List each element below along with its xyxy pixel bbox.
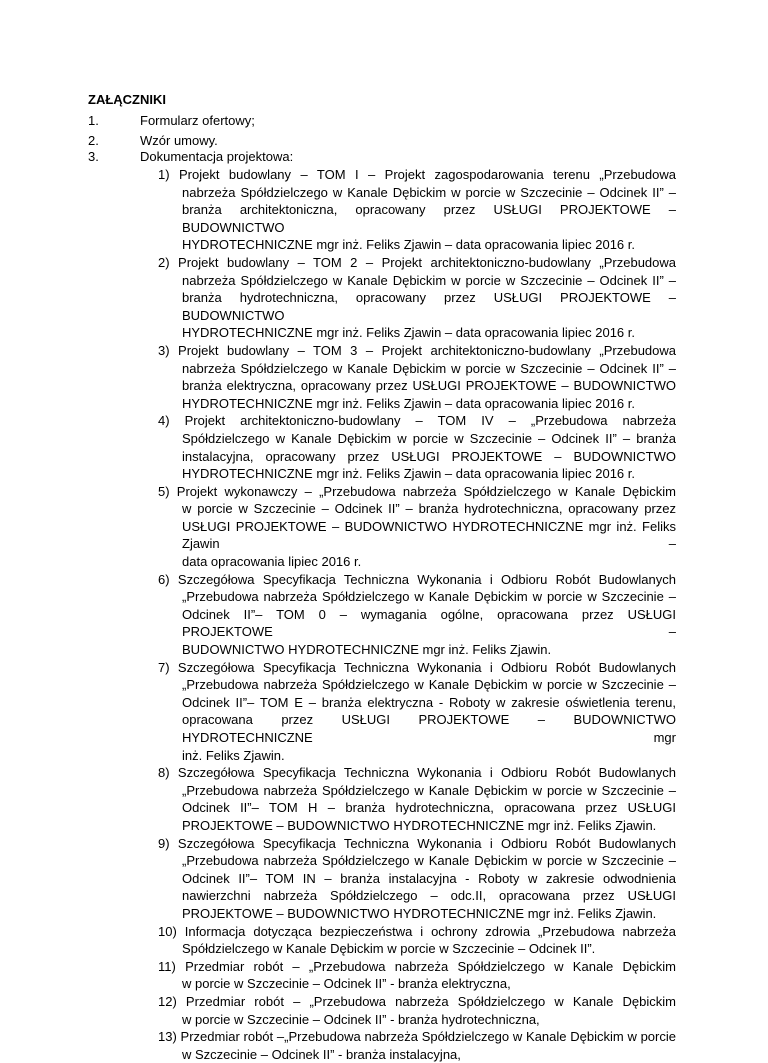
attachment-text: Formularz ofertowy;: [140, 113, 255, 128]
documentation-item-line: 11) Przedmiar robót – „Przebudowa nabrzeża Spółdzielczego w Kanale Dębickim: [158, 958, 676, 974]
attachment-text: Wzór umowy.: [140, 133, 218, 148]
documentation-item: [158, 412, 676, 482]
documentation-item-line: Odcinek II”– TOM IN – branża instalacyjna - Roboty w zakresie odwodnienia: [182, 870, 676, 886]
documentation-item-line: 8) Szczegółowa Specyfikacja Techniczna Wykonania i Odbioru Robót Budowlanych: [158, 765, 676, 781]
documentation-item: [158, 483, 676, 571]
documentation-item: [158, 923, 676, 958]
documentation-item-line: w porcie w Szczecinie – Odcinek II” – branża hydrotechniczna, opracowany przez: [182, 501, 676, 517]
documentation-item-line: „Przebudowa nabrzeża Spółdzielczego w Kanale Dębickim w porcie w Szczecinie –: [182, 853, 676, 869]
documentation-item-line: 13) Przedmiar robót –„Przebudowa nabrzeża Spółdzielczego w Kanale Dębickim w porcie: [158, 1029, 676, 1045]
documentation-item-line: 2) Projekt budowlany – TOM 2 – Projekt architektoniczno-budowlany „Przebudowa: [158, 254, 676, 270]
documentation-item: [158, 342, 676, 412]
documentation-item: [158, 764, 676, 834]
documentation-item: [158, 571, 676, 659]
documentation-item: [158, 254, 676, 342]
documentation-item-line: 9) Szczegółowa Specyfikacja Techniczna Wykonania i Odbioru Robót Budowlanych: [158, 835, 676, 851]
documentation-item-line: „Przebudowa nabrzeża Spółdzielczego w Kanale Dębickim w porcie w Szczecinie –: [182, 677, 676, 693]
documentation-item-line: Odcinek II”– TOM E – branża elektryczna - Roboty w zakresie oświetlenia terenu,: [182, 694, 676, 710]
documentation-item-line: nabrzeża Spółdzielczego w Kanale Dębickim w porcie w Szczecinie – Odcinek II” –: [182, 272, 676, 288]
documentation-item-line: 1) Projekt budowlany – TOM I – Projekt zagospodarowania terenu „Przebudowa: [158, 167, 676, 182]
documentation-item-line: data opracowania lipiec 2016 r.: [182, 554, 362, 570]
documentation-item-line: HYDROTECHNICZNE mgr inż. Feliks Zjawin – data opracowania lipiec 2016 r.: [182, 325, 635, 341]
documentation-item-line: w porcie w Szczecinie – Odcinek II” - branża elektryczna,: [182, 976, 511, 992]
documentation-item-line: BUDOWNICTWO HYDROTECHNICZNE mgr inż. Feliks Zjawin.: [182, 642, 552, 658]
documentation-item: [158, 993, 676, 1028]
documentation-item-line: 5) Projekt wykonawczy – „Przebudowa nabrzeża Spółdzielczego w Kanale Dębickim: [158, 483, 676, 499]
documentation-item-line: branża elektryczna, opracowany przez USŁUGI PROJEKTOWE – BUDOWNICTWO: [182, 378, 676, 394]
documentation-item: [158, 1028, 676, 1063]
documentation-item-line: w Szczecinie – Odcinek II” - branża instalacyjna,: [182, 1046, 461, 1062]
documentation-item-line: 10) Informacja dotycząca bezpieczeństwa i ochrony zdrowia „Przebudowa nabrzeża: [158, 923, 676, 939]
attachments-heading: ZAŁĄCZNIKI: [88, 92, 166, 107]
documentation-item-line: HYDROTECHNICZNE mgr inż. Feliks Zjawin – data opracowania lipiec 2016 r.: [182, 395, 635, 411]
documentation-item-line: Odcinek II”– TOM 0 – wymagania ogólne, opracowana przez USŁUGI PROJEKTOWE –: [182, 606, 676, 640]
attachment-number: 1.: [88, 113, 99, 128]
documentation-item-line: 12) Przedmiar robót – „Przebudowa nabrzeża Spółdzielczego w Kanale Dębickim: [158, 993, 676, 1009]
documentation-item-line: HYDROTECHNICZNE mgr inż. Feliks Zjawin – data opracowania lipiec 2016 r.: [182, 466, 635, 482]
documentation-item: [158, 835, 676, 923]
documentation-item-line: w porcie w Szczecinie – Odcinek II” - branża hydrotechniczna,: [182, 1011, 540, 1027]
documentation-item-line: Spółdzielczego w Kanale Dębickim w porcie w Szczecinie – Odcinek II”.: [182, 941, 596, 957]
documentation-item-line: USŁUGI PROJEKTOWE – BUDOWNICTWO HYDROTECHNICZNE mgr inż. Feliks Zjawin –: [182, 518, 676, 552]
project-documentation-list: [158, 166, 676, 1063]
documentation-item-line: HYDROTECHNICZNE mgr inż. Feliks Zjawin – data opracowania lipiec 2016 r.: [182, 237, 635, 253]
documentation-item-line: inż. Feliks Zjawin.: [182, 747, 285, 763]
documentation-item: [158, 166, 676, 254]
documentation-item-line: 4) Projekt architektoniczno-budowlany – TOM IV – „Przebudowa nabrzeża: [158, 413, 676, 429]
documentation-item-line: Odcinek II”– TOM H – branża hydrotechniczna, opracowana przez USŁUGI: [182, 800, 676, 816]
attachment-number: 3.: [88, 149, 99, 164]
documentation-item-line: nawierzchni nabrzeża Spółdzielczego – odc.II, opracowana przez USŁUGI: [182, 888, 676, 904]
documentation-item-line: nabrzeża Spółdzielczego w Kanale Dębickim w porcie w Szczecinie – Odcinek II” –: [182, 184, 676, 200]
documentation-item-line: 6) Szczegółowa Specyfikacja Techniczna Wykonania i Odbioru Robót Budowlanych: [158, 571, 676, 587]
attachment-number: 2.: [88, 133, 99, 148]
documentation-item: [158, 958, 676, 993]
documentation-item-line: branża hydrotechniczna, opracowany przez USŁUGI PROJEKTOWE – BUDOWNICTWO: [182, 290, 676, 323]
documentation-item-line: „Przebudowa nabrzeża Spółdzielczego w Kanale Dębickim w porcie w Szczecinie –: [182, 589, 676, 605]
documentation-item-line: instalacyjna, opracowany przez USŁUGI PROJEKTOWE – BUDOWNICTWO: [182, 448, 676, 464]
documentation-item: [158, 659, 676, 765]
documentation-item-line: opracowana przez USŁUGI PROJEKTOWE – BUDOWNICTWO HYDROTECHNICZNE mgr: [182, 712, 676, 745]
documentation-item-line: Spółdzielczego w Kanale Dębickim w porcie w Szczecinie – Odcinek II” – branża: [182, 430, 676, 446]
documentation-item-line: PROJEKTOWE – BUDOWNICTWO HYDROTECHNICZNE mgr inż. Feliks Zjawin.: [182, 817, 657, 833]
documentation-item-line: PROJEKTOWE – BUDOWNICTWO HYDROTECHNICZNE mgr inż. Feliks Zjawin.: [182, 905, 657, 921]
documentation-item-line: 3) Projekt budowlany – TOM 3 – Projekt architektoniczno-budowlany „Przebudowa: [158, 342, 676, 358]
documentation-item-line: „Przebudowa nabrzeża Spółdzielczego w Kanale Dębickim w porcie w Szczecinie –: [182, 782, 676, 798]
attachment-text: Dokumentacja projektowa:: [140, 149, 294, 164]
documentation-item-line: 7) Szczegółowa Specyfikacja Techniczna Wykonania i Odbioru Robót Budowlanych: [158, 659, 676, 675]
documentation-item-line: branża architektoniczna, opracowany przez USŁUGI PROJEKTOWE – BUDOWNICTWO: [182, 202, 676, 235]
documentation-item-line: nabrzeża Spółdzielczego w Kanale Dębickim w porcie w Szczecinie – Odcinek II” –: [182, 360, 676, 376]
